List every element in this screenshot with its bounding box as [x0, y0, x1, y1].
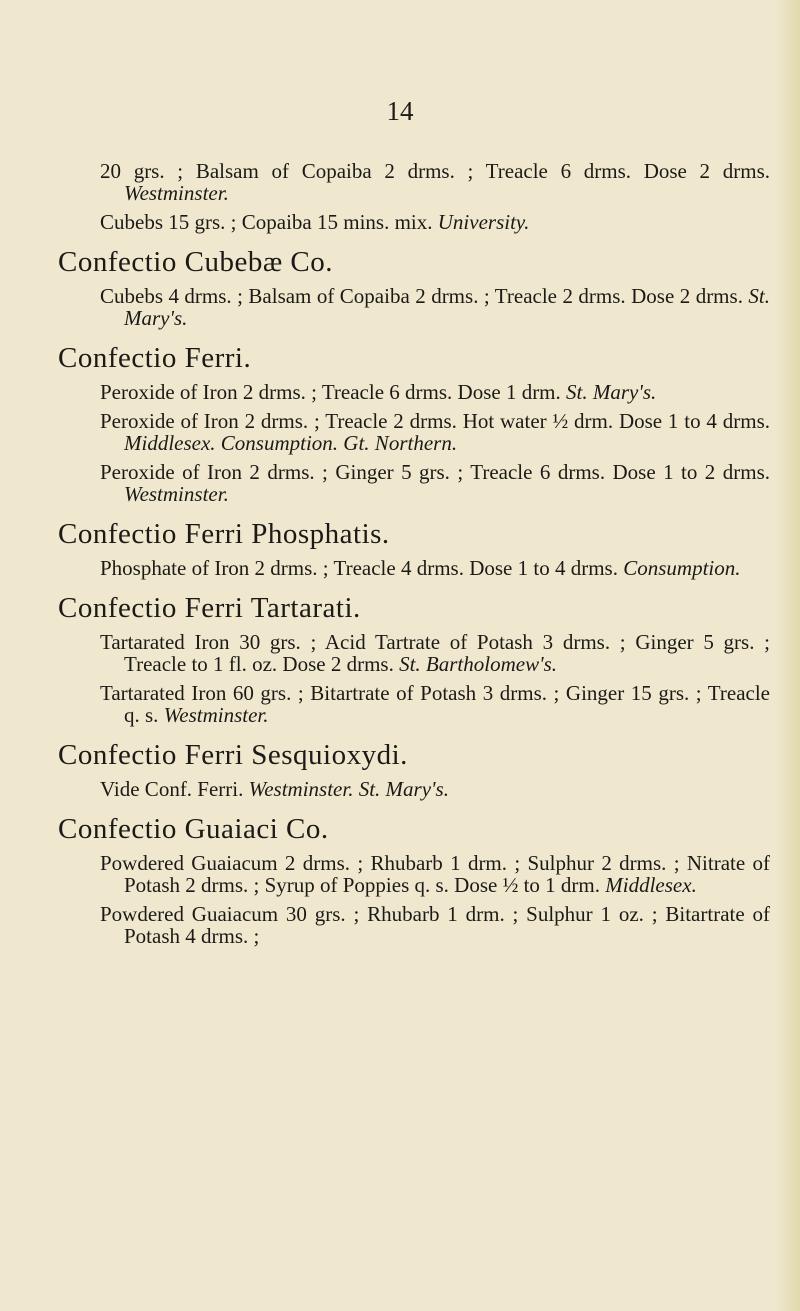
section-heading: Confectio Ferri Phosphatis.: [58, 518, 390, 550]
section-heading: Confectio Ferri Tartarati.: [58, 592, 361, 624]
recipe-text: Tartarated Iron 60 grs. ; Bitartrate of Potash 3 drms. ; Ginger 15 grs. ; Treacle q. s.: [100, 681, 770, 727]
hospital-source: Consumption.: [623, 556, 741, 580]
recipe-text: Powdered Guaiacum 2 drms. ; Rhubarb 1 drm. ; Sulphur 2 drms. ; Nitrate of Potash 2 drms. ; Syrup of Poppies q. s. Dose ½ to 1 drm.: [100, 851, 770, 897]
section-heading: Confectio Cubebæ Co.: [58, 246, 334, 278]
hospital-source: Middlesex.: [605, 873, 697, 897]
recipe-text: Phosphate of Iron 2 drms. ; Treacle 4 drms. Dose 1 to 4 drms.: [100, 556, 624, 580]
sections: [58, 243, 770, 948]
recipe-text: Tartarated Iron 30 grs. ; Acid Tartrate of Potash 3 drms. ; Ginger 5 grs. ; Treacle to 1 fl. oz. Dose 2 drms.: [100, 630, 770, 676]
hospital-source: St. Mary's.: [566, 380, 657, 404]
hospital-source: Westminster.: [124, 181, 229, 205]
page-body: [58, 159, 770, 954]
intro-block: [100, 160, 770, 233]
recipe-paragraph: [100, 285, 770, 329]
recipe-text: Cubebs 4 drms. ; Balsam of Copaiba 2 drms. ; Treacle 2 drms. Dose 2 drms.: [100, 284, 749, 308]
recipe-paragraph: [100, 381, 770, 403]
section-heading: Confectio Ferri Sesquioxydi.: [58, 739, 408, 771]
recipe-paragraph: [100, 461, 770, 505]
recipe-paragraph: [100, 852, 770, 896]
recipe-paragraph: [100, 160, 770, 204]
recipe-paragraph: [100, 682, 770, 726]
recipe-paragraph: [100, 211, 770, 233]
recipe-paragraph: [100, 557, 770, 579]
recipe-text: Peroxide of Iron 2 drms. ; Treacle 2 drms. Hot water ½ drm. Dose 1 to 4 drms.: [100, 409, 770, 433]
recipe-text: Peroxide of Iron 2 drms. ; Treacle 6 drms. Dose 1 drm.: [100, 380, 567, 404]
recipe-text: Vide Conf. Ferri.: [100, 777, 249, 801]
hospital-source: Middlesex. Consumption. Gt. Northern.: [124, 431, 458, 455]
recipe-text: 20 grs. ; Balsam of Copaiba 2 drms. ; Treacle 6 drms. Dose 2 drms.: [100, 159, 770, 183]
hospital-source: St. Mary's.: [124, 284, 770, 330]
hospital-source: University.: [437, 210, 530, 234]
recipe-text: Cubebs 15 grs. ; Copaiba 15 mins. mix.: [100, 210, 438, 234]
recipe-paragraph: [100, 631, 770, 675]
recipe-paragraph: [100, 778, 770, 800]
hospital-source: Westminster.: [163, 703, 269, 727]
recipe-text: Powdered Guaiacum 30 grs. ; Rhubarb 1 drm. ; Sulphur 1 oz. ; Bitartrate of Potash 4 drms. ;: [100, 902, 770, 948]
recipe-paragraph: [100, 903, 770, 947]
page-number: 14: [386, 96, 414, 126]
section-heading: Confectio Guaiaci Co.: [58, 813, 329, 845]
hospital-source: Westminster.: [124, 482, 229, 506]
hospital-source: Westminster. St. Mary's.: [248, 777, 449, 801]
hospital-source: St. Bartholomew's.: [399, 652, 558, 676]
recipe-paragraph: [100, 410, 770, 454]
recipe-text: Peroxide of Iron 2 drms. ; Ginger 5 grs. ; Treacle 6 drms. Dose 1 to 2 drms.: [100, 460, 770, 484]
page-edge-shading: [776, 0, 800, 1311]
section-heading: Confectio Ferri.: [58, 342, 252, 374]
